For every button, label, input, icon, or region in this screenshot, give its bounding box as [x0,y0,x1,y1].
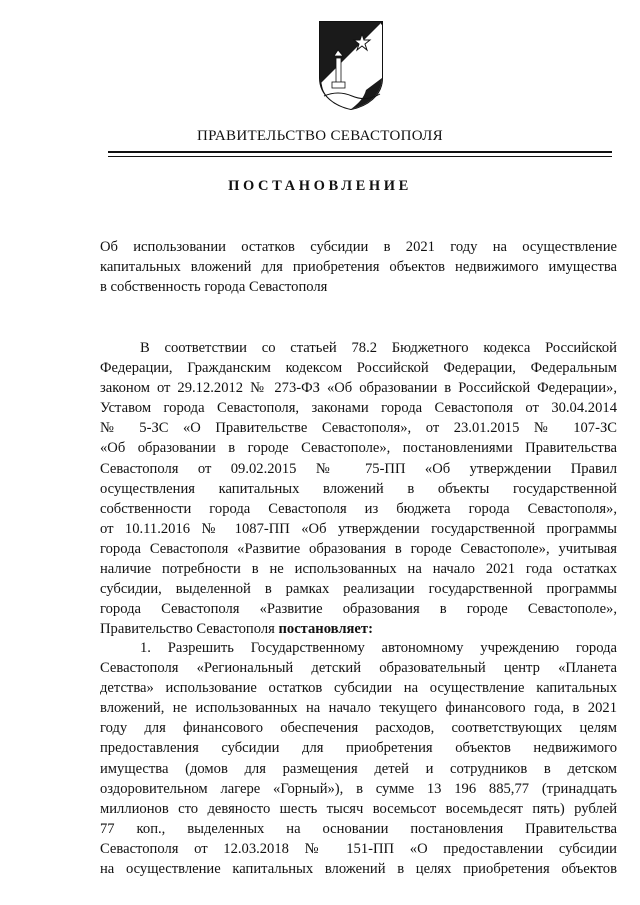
preamble-line: Федерации, Гражданским кодексом Российской Федерации, Федеральным [100,360,617,377]
preamble-line: собственности города Севастополя из бюджета города Севастополя», [100,500,617,517]
preamble-line: законом от 29.12.2012 № 273-ФЗ «Об образовании в Российской Федерации», [100,380,617,397]
paragraph-line: году для финансового обеспечения расходов, соответствующих целям [100,720,617,737]
decree-subject [100,237,617,297]
paragraph-line: оздоровительном лагере «Горный»), в сумме 13 196 885,77 (тринадцать [100,780,617,797]
subject-line: капитальных вложений для приобретения объектов недвижимого имущества [100,259,617,276]
sevastopol-coat-of-arms-icon [318,20,384,110]
paragraph-line: 1. Разрешить Государственному автономному учреждению города [140,640,617,656]
preamble-line: Уставом города Севастополя, законами города Севастополя от 30.04.2014 [100,400,617,417]
header-rule-thick [108,151,612,153]
preamble-last-text: Правительство Севастополя [100,621,279,638]
preamble-line: города Севастополя «Развитие образования в городе Севастополе», учитывая [100,540,617,557]
paragraph-line: Севастополя «Региональный детский образовательный центр «Планета [100,660,617,677]
document-type-title: ПОСТАНОВЛЕНИЕ [228,178,412,194]
subject-line: в собственность города Севастополя [100,279,328,296]
paragraph-line: Севастополя от 12.03.2018 № 151-ПП «О предоставлении субсидии [100,840,617,857]
preamble-line: № 5-ЗС «О Правительстве Севастополя», от 23.01.2015 № 107-ЗС [100,420,617,437]
organization-name: ПРАВИТЕЛЬСТВО СЕВАСТОПОЛЯ [197,128,443,144]
preamble-line: города Севастополя «Развитие образования в городе Севастополе», [100,601,617,618]
preamble-last-line [100,619,617,639]
paragraph-line: на осуществление капитальных вложений в целях приобретения объектов [100,861,617,878]
paragraph-1 [100,638,617,879]
paragraph-line: имущества (домов для размещения детей и сотрудников в детском [100,760,617,777]
preamble-line: наличие потребности в не использованных на начало 2021 года остатках [100,561,617,578]
preamble [100,338,617,639]
paragraph-line: предоставления субсидии для приобретения объектов недвижимого [100,740,617,757]
paragraph-line: миллионов сто девяносто шесть тысяч восемьсот восемьдесят пять) рублей [100,800,617,817]
paragraph-line: детства» использование остатков субсидии на осуществление капитальных [100,680,617,697]
subject-line: Об использовании остатков субсидии в 2021 году на осуществление [100,239,617,255]
preamble-line: В соответствии со статьей 78.2 Бюджетного кодекса Российской [140,340,617,356]
preamble-line: Севастополя от 09.02.2015 № 75-ПП «Об утверждении Правил [100,460,617,477]
paragraph-line: 77 коп., выделенных на основании постановления Правительства [100,820,617,837]
preamble-line: осуществления капитальных вложений в объекты государственной [100,480,617,497]
header-rule-thin [108,156,612,157]
preamble-line: от 10.11.2016 № 1087-ПП «Об утверждении государственной программы [100,520,617,537]
preamble-line: субсидии, выделенной в рамках реализации государственной программы [100,581,617,598]
paragraph-line: вложений, не использованных на начало текущего финансового года, в 2021 [100,700,617,717]
resolves-keyword: постановляет: [278,621,373,638]
preamble-line: «Об образовании в городе Севастополе», постановлениями Правительства [100,440,617,457]
